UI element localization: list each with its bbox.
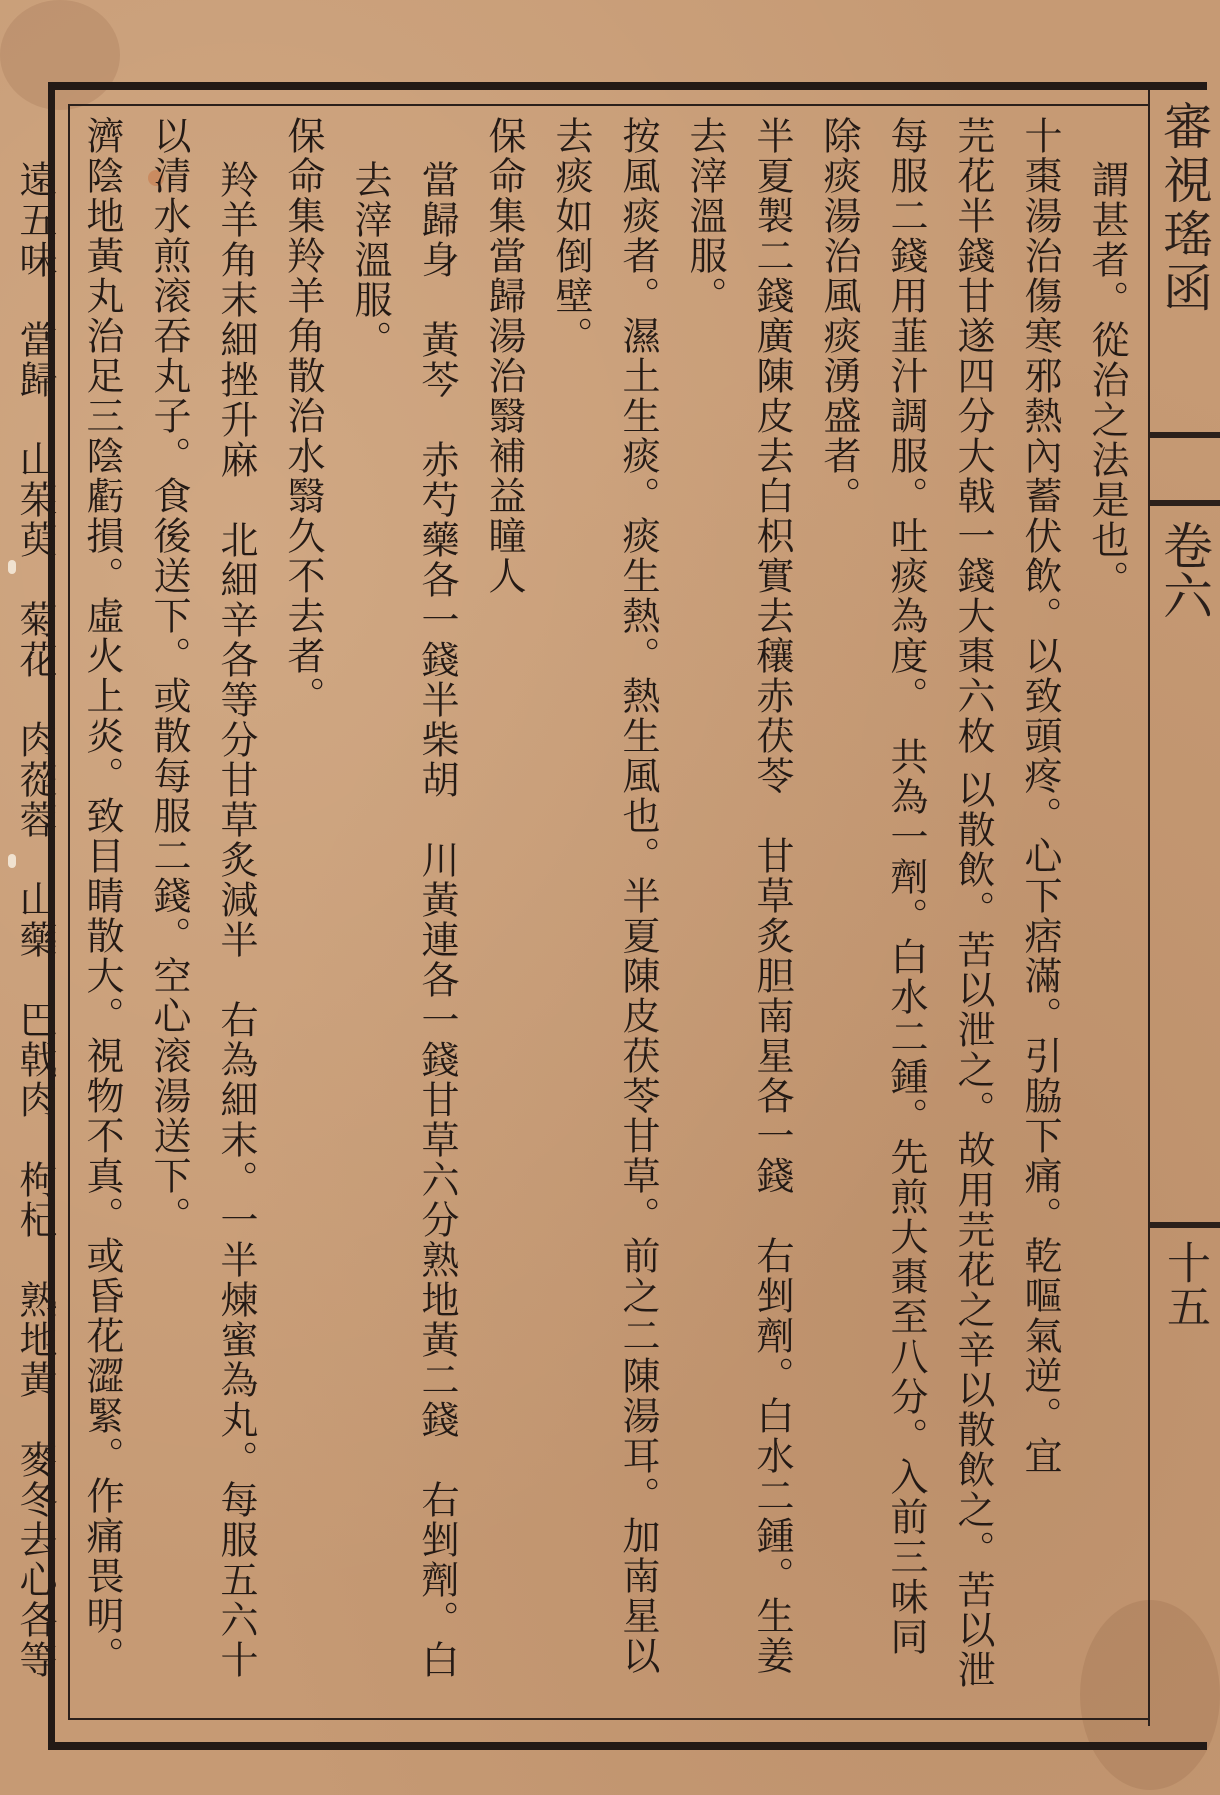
- fishtail-mark: [1150, 1222, 1220, 1228]
- text-column: 濟陰地黃丸治足三陰虧損。虛火上炎。致目睛散大。視物不真。或昏花澀緊。作痛畏明。: [80, 116, 124, 1676]
- text-column: 十棗湯治傷寒邪熱內蓄伏飲。以致頭疼。心下痞滿。引脇下痛。乾嘔氣逆。宜: [1018, 116, 1062, 1476]
- fishtail-mark: [1150, 432, 1220, 438]
- text-column: 去滓溫服。: [348, 160, 392, 360]
- text-column: 保命集當歸湯治翳補益瞳人: [482, 116, 526, 596]
- text-column: 謂甚者。從治之法是也。: [1085, 160, 1129, 600]
- text-column: 以清水煎滚吞丸子。食後送下。或散每服二錢。空心滚湯送下。: [147, 116, 191, 1236]
- text-column: 當歸身 黃芩 赤芍藥各一錢半柴胡 川黃連各一錢甘草六分熟地黃二錢 右剉劑。白: [415, 160, 459, 1680]
- text-columns: [13, 116, 1138, 1712]
- text-column: 去痰如倒壁。: [549, 116, 593, 356]
- text-column: 除痰湯治風痰湧盛者。: [817, 116, 861, 516]
- page-number: 十五: [1159, 1240, 1210, 1328]
- text-column: 芫花半錢甘遂四分大戟一錢大棗六枚 以散飲。苦以泄之。故用芫花之辛以散飲之。苦以泄: [951, 116, 995, 1691]
- fishtail-mark: [1150, 500, 1220, 506]
- text-column: 半夏製二錢廣陳皮去白枳實去穰赤茯苓 甘草炙胆南星各一錢 右剉劑。白水二鍾。生姜: [750, 116, 794, 1676]
- volume-label: 卷六: [1155, 520, 1213, 620]
- banxin-divider: [1148, 90, 1150, 1726]
- book-title: 審視瑤函: [1155, 100, 1213, 316]
- text-column: 遠五味 當歸 山茱萸 菊花 肉蓯蓉 山藥 巴戟肉 枸杞 熟地黃 麥冬去心各等: [13, 160, 57, 1680]
- text-column: 保命集羚羊角散治水翳久不去者。: [281, 116, 325, 716]
- text-column: 去滓溫服。: [683, 116, 727, 316]
- text-column: 羚羊角末細挫升麻 北細辛各等分甘草炙減半 右為細末。一半煉蜜為丸。每服五六十: [214, 160, 258, 1680]
- text-column: 按風痰者。濕土生痰。痰生熱。熱生風也。半夏陳皮茯苓甘草。前之二陳湯耳。加南星以: [616, 116, 660, 1676]
- banxin-column: [1152, 90, 1220, 1726]
- text-column: 每服二錢用韮汁調服。吐痰為度。 共為一劑。白水二鍾。先煎大棗至八分。入前三味同: [884, 116, 928, 1657]
